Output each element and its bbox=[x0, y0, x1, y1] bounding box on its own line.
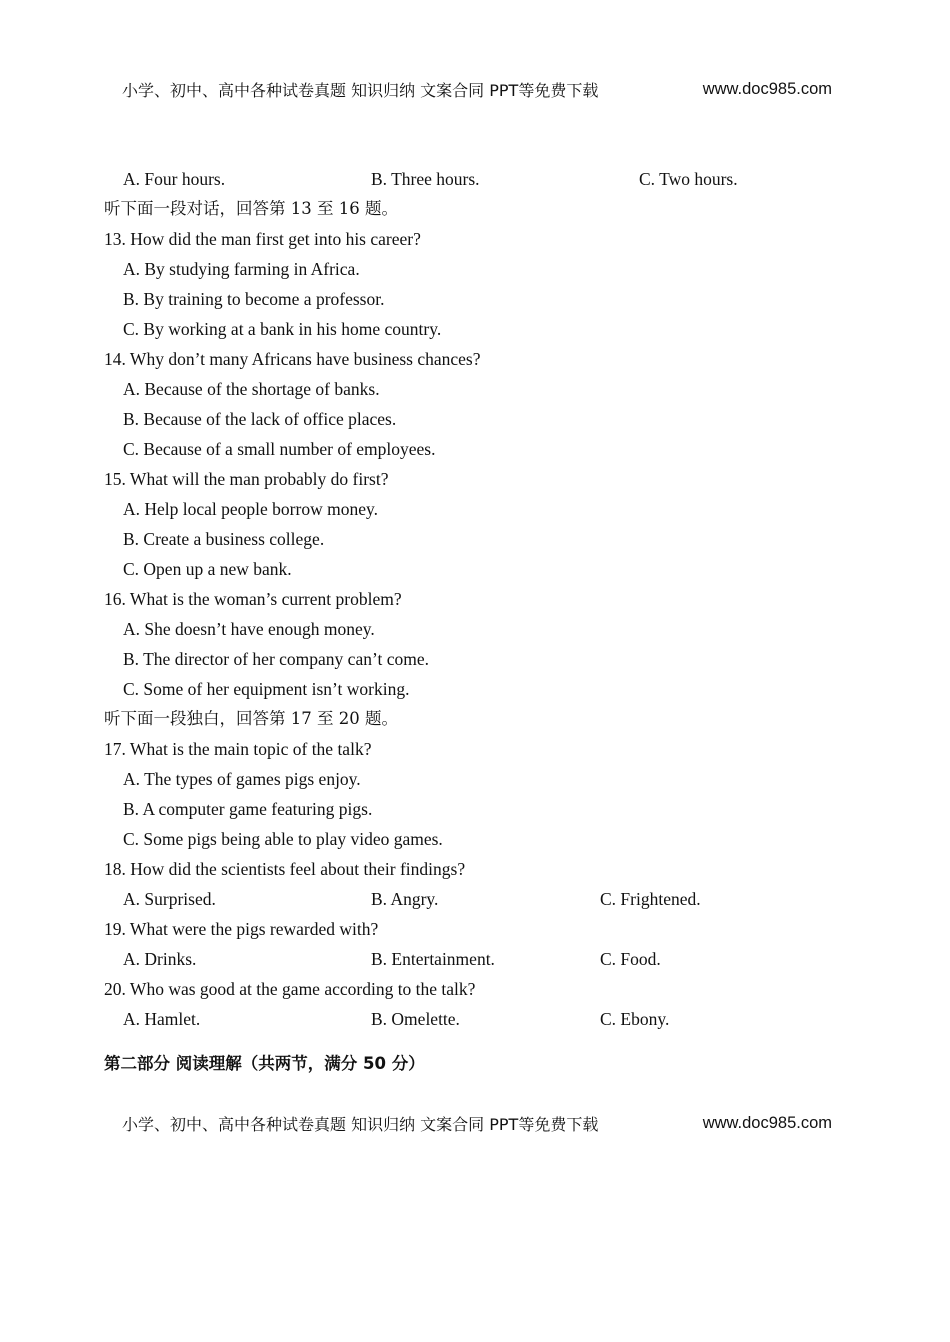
q15-stem: 15. What will the man probably do first? bbox=[104, 469, 389, 489]
direction-13-16: 听下面一段对话，回答第 13 至 16 题。 bbox=[104, 199, 398, 218]
q19-option-a: A. Drinks. bbox=[123, 949, 197, 969]
q16-option-a: A. She doesn’t have enough money. bbox=[123, 619, 375, 639]
q20-option-c: C. Ebony. bbox=[600, 1009, 670, 1029]
q17-option-a: A. The types of games pigs enjoy. bbox=[123, 769, 361, 789]
q14-option-a: A. Because of the shortage of banks. bbox=[123, 379, 380, 399]
q19-stem: 19. What were the pigs rewarded with? bbox=[104, 919, 379, 939]
q18-option-a: A. Surprised. bbox=[123, 889, 216, 909]
q17-option-c: C. Some pigs being able to play video games. bbox=[123, 829, 443, 849]
q13-option-a: A. By studying farming in Africa. bbox=[123, 259, 360, 279]
q12-option-c: C. Two hours. bbox=[639, 169, 738, 189]
section-2-title: 第二部分 阅读理解（共两节，满分 50 分） bbox=[104, 1054, 425, 1073]
q15-option-a: A. Help local people borrow money. bbox=[123, 499, 378, 519]
q17-option-b: B. A computer game featuring pigs. bbox=[123, 799, 373, 819]
q15-option-c: C. Open up a new bank. bbox=[123, 559, 292, 579]
q12-option-a: A. Four hours. bbox=[123, 169, 226, 189]
q20-options bbox=[104, 1004, 864, 1034]
q13-option-c: C. By working at a bank in his home country. bbox=[123, 319, 442, 339]
q20-option-b: B. Omelette. bbox=[371, 1009, 460, 1029]
q16-option-b: B. The director of her company can’t come. bbox=[123, 649, 429, 669]
q14-option-b: B. Because of the lack of office places. bbox=[123, 409, 397, 429]
q19-option-b: B. Entertainment. bbox=[371, 949, 495, 969]
header-text: 小学、初中、高中各种试卷真题 知识归纳 文案合同 PPT等免费下载 bbox=[122, 81, 599, 100]
q16-option-c: C. Some of her equipment isn’t working. bbox=[123, 679, 410, 699]
q18-options bbox=[104, 884, 864, 914]
q14-option-c: C. Because of a small number of employees. bbox=[123, 439, 436, 459]
footer-text: 小学、初中、高中各种试卷真题 知识归纳 文案合同 PPT等免费下载 bbox=[122, 1115, 599, 1134]
header-url: www.doc985.com bbox=[702, 80, 832, 98]
q19-option-c: C. Food. bbox=[600, 949, 661, 969]
q17-stem: 17. What is the main topic of the talk? bbox=[104, 739, 372, 759]
exam-content bbox=[104, 164, 864, 1034]
page-footer bbox=[122, 1112, 832, 1135]
q19-options bbox=[104, 944, 864, 974]
q18-option-c: C. Frightened. bbox=[600, 889, 701, 909]
direction-17-20: 听下面一段独白，回答第 17 至 20 题。 bbox=[104, 709, 398, 728]
q14-stem: 14. Why don’t many Africans have business chances? bbox=[104, 349, 481, 369]
q15-option-b: B. Create a business college. bbox=[123, 529, 325, 549]
q20-stem: 20. Who was good at the game according to the talk? bbox=[104, 979, 476, 999]
page-header bbox=[122, 78, 832, 101]
q12-options bbox=[104, 164, 864, 194]
q18-option-b: B. Angry. bbox=[371, 889, 439, 909]
q16-stem: 16. What is the woman’s current problem? bbox=[104, 589, 402, 609]
q20-option-a: A. Hamlet. bbox=[123, 1009, 201, 1029]
q12-option-b: B. Three hours. bbox=[371, 169, 480, 189]
q13-stem: 13. How did the man first get into his career? bbox=[104, 229, 421, 249]
footer-url: www.doc985.com bbox=[702, 1114, 832, 1132]
q18-stem: 18. How did the scientists feel about their findings? bbox=[104, 859, 466, 879]
q13-option-b: B. By training to become a professor. bbox=[123, 289, 385, 309]
